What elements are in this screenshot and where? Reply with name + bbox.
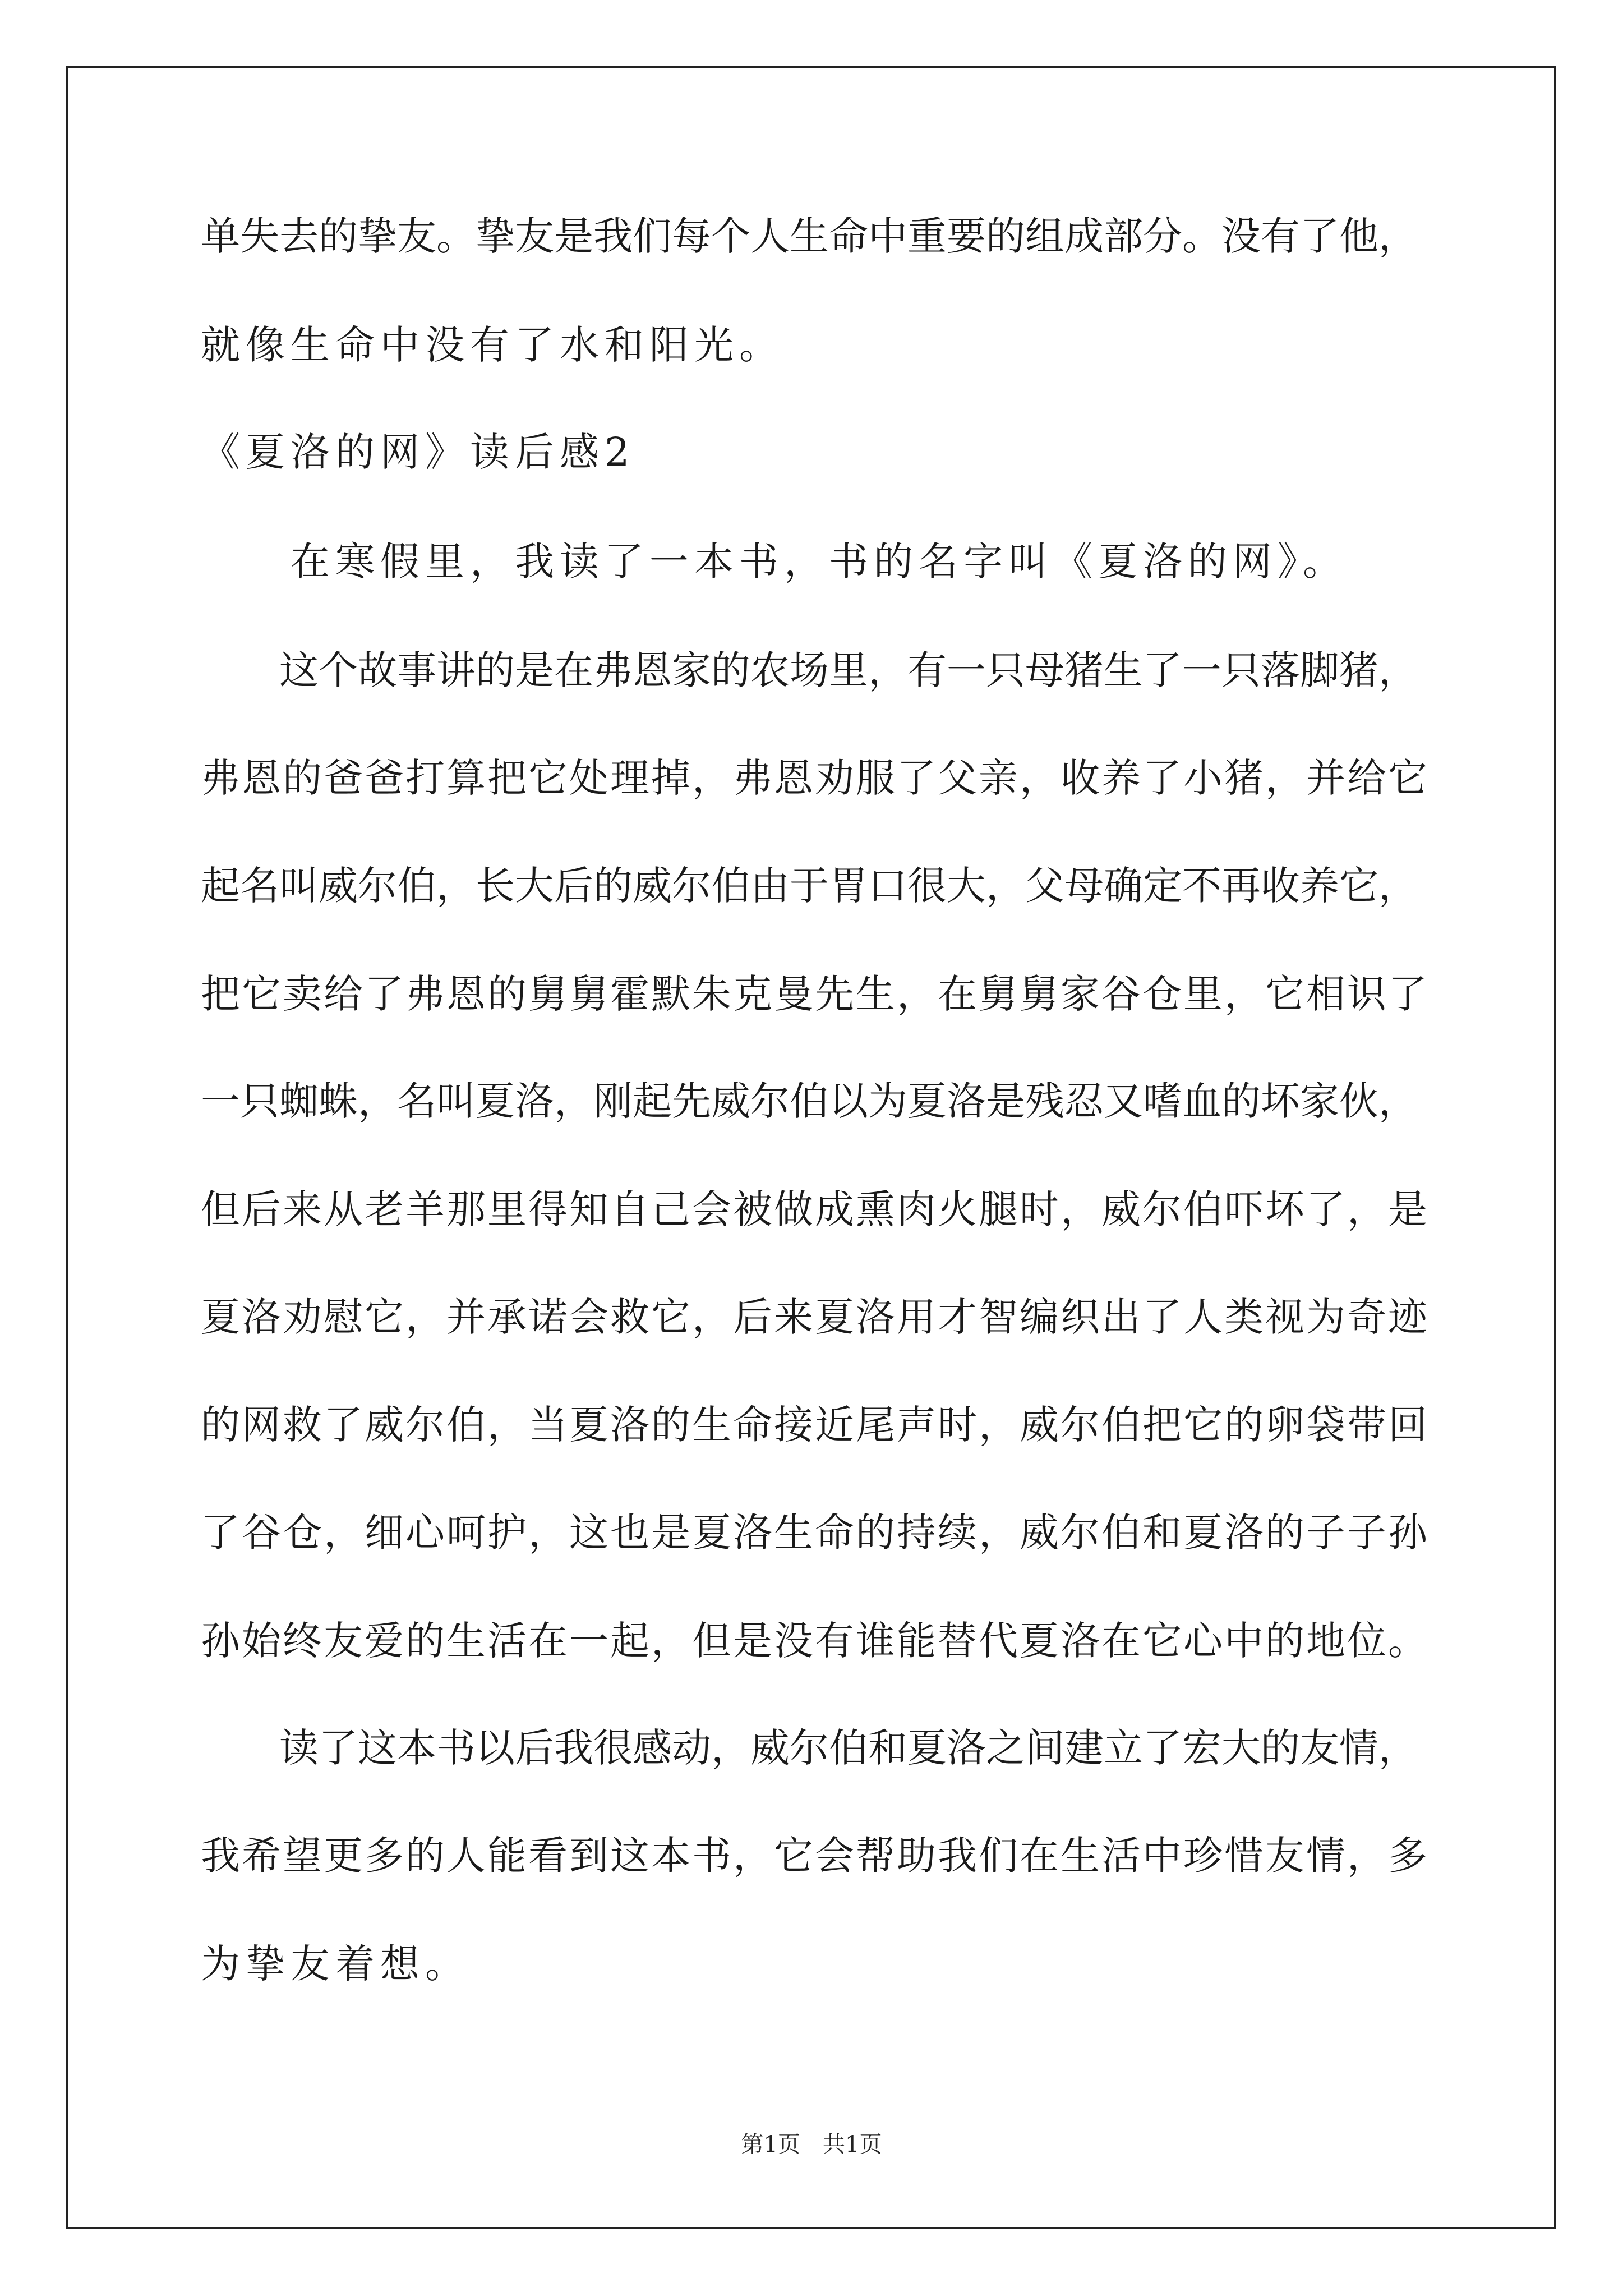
text-line: 为挚友着想。: [201, 1941, 470, 1987]
text-line: 了谷仓，细心呵护，这也是夏洛生命的持续，威尔伯和夏洛的子子孙: [201, 1510, 1429, 1556]
text-line: 我希望更多的人能看到这本书，它会帮助我们在生活中珍惜友情，多: [201, 1833, 1429, 1879]
text-line: 的网救了威尔伯，当夏洛的生命接近尾声时，威尔伯把它的卵袋带回: [201, 1402, 1429, 1448]
text-line: 把它卖给了弗恩的舅舅霍默朱克曼先生，在舅舅家谷仓里，它相识了: [201, 971, 1429, 1017]
page-number: 第1页 共1页: [741, 2132, 882, 2157]
text-line: 一只蜘蛛，名叫夏洛，刚起先威尔伯以为夏洛是残忍又嗜血的坏家伙，: [201, 1078, 1418, 1124]
text-line: 孙始终友爱的生活在一起，但是没有谁能替代夏洛在它心中的地位。: [201, 1618, 1429, 1664]
text-line: 单失去的挚友。挚友是我们每个人生命中重要的组成部分。没有了他，: [201, 213, 1418, 259]
text-line: 就像生命中没有了水和阳光。: [201, 322, 784, 368]
page-footer: [0, 2133, 1623, 2156]
text-line: 夏洛劝慰它，并承诺会救它，后来夏洛用才智编织出了人类视为奇迹: [201, 1294, 1429, 1340]
text-line: 弗恩的爸爸打算把它处理掉，弗恩劝服了父亲，收养了小猪，并给它: [201, 755, 1429, 801]
section-heading: 《夏洛的网》读后感2: [201, 429, 635, 475]
text-line: 这个故事讲的是在弗恩家的农场里，有一只母猪生了一只落脚猪，: [201, 647, 1418, 693]
text-line: 起名叫威尔伯，长大后的威尔伯由于胃口很大，父母确定不再收养它，: [201, 863, 1418, 909]
text-line: 读了这本书以后我很感动，威尔伯和夏洛之间建立了宏大的友情，: [201, 1725, 1418, 1771]
text-line: 但后来从老羊那里得知自己会被做成熏肉火腿时，威尔伯吓坏了，是: [201, 1186, 1429, 1232]
text-line: 在寒假里，我读了一本书，书的名字叫《夏洛的网》。: [201, 539, 1348, 585]
page-border: [66, 66, 1556, 2229]
